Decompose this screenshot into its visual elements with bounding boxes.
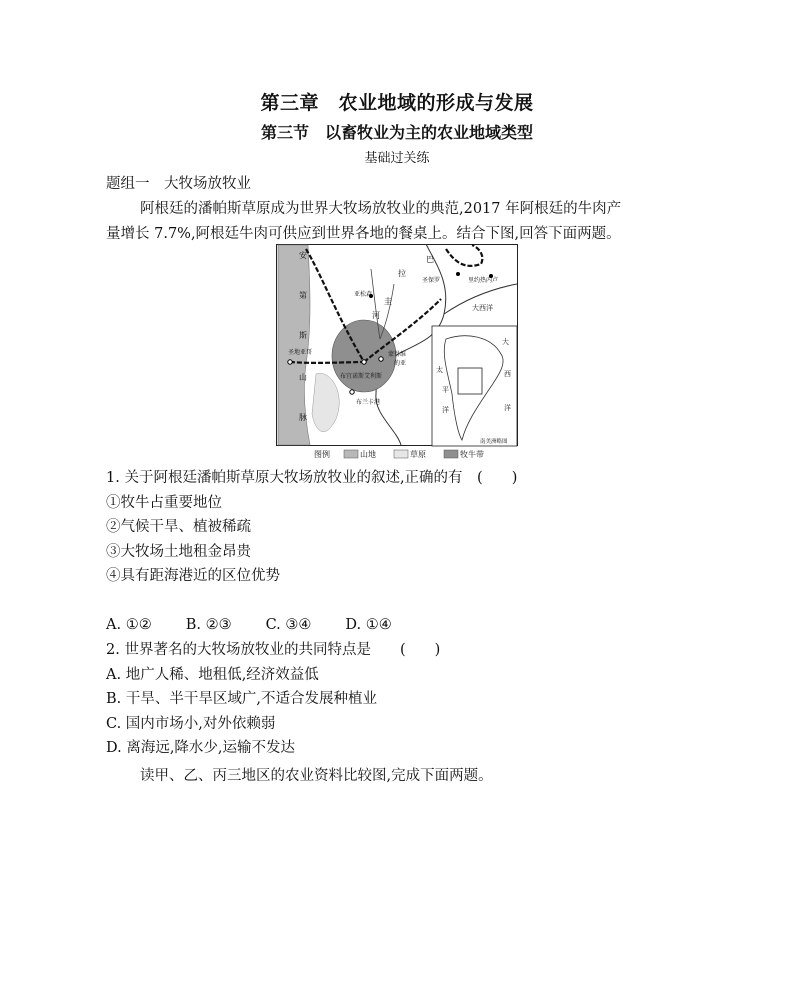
q1-option-d[interactable]: D. ①④ bbox=[345, 617, 392, 633]
label-he: 河 bbox=[372, 311, 380, 320]
q1-stem: 1. 关于阿根廷潘帕斯草原大牧场放牧业的叙述,正确的有 ( ) bbox=[106, 470, 518, 486]
inset-caption: 南美洲略图 bbox=[480, 439, 508, 445]
q1-option-a[interactable]: A. ①② bbox=[106, 617, 152, 633]
label-mai: 脉 bbox=[299, 413, 307, 422]
chapter-title: 第三章 农业地域的形成与发展 bbox=[260, 92, 534, 114]
label-montevideo-1: 蒙得维 bbox=[388, 351, 407, 358]
outro-text: 读甲、乙、丙三地区的农业资料比较图,完成下面两题。 bbox=[140, 768, 493, 784]
label-ba: 巴 bbox=[426, 255, 434, 264]
label-santiago: 圣地亚哥 bbox=[288, 349, 313, 356]
label-buenos-aires: 布宜诺斯艾利斯 bbox=[340, 373, 383, 380]
q1-item-4: ④具有距海港近的区位优势 bbox=[106, 568, 280, 584]
inset-label-da: 大 bbox=[502, 338, 509, 346]
q2-option-b[interactable]: B. 干旱、半干旱区域广,不适合发展种植业 bbox=[106, 691, 377, 707]
inset-label-xi: 西 bbox=[504, 370, 511, 378]
legend-item-mountain: 山地 bbox=[360, 450, 376, 459]
label-si: 斯 bbox=[299, 331, 307, 340]
question-group-title: 题组一 大牧场放牧业 bbox=[106, 176, 251, 192]
inset-label-ping: 平 bbox=[442, 386, 449, 394]
legend-title: 图例 bbox=[314, 450, 330, 459]
q1-item-2: ②气候干旱、植被稀疏 bbox=[106, 519, 251, 535]
label-rio: 里约热内卢 bbox=[468, 277, 499, 284]
label-gui: 圭 bbox=[384, 297, 392, 306]
q2-option-a[interactable]: A. 地广人稀、地租低,经济效益低 bbox=[106, 667, 319, 683]
label-shan: 山 bbox=[299, 373, 307, 382]
intro-line-2: 量增长 7.7%,阿根廷牛肉可供应到世界各地的餐桌上。结合下图,回答下面两题。 bbox=[106, 226, 621, 242]
label-sao-paulo: 圣保罗 bbox=[422, 277, 441, 284]
intro-line-1: 阿根廷的潘帕斯草原成为世界大牧场放牧业的典范,2017 年阿根廷的牛肉产 bbox=[140, 201, 622, 217]
argentina-map bbox=[276, 244, 518, 461]
q1-option-c[interactable]: C. ③④ bbox=[265, 617, 312, 633]
inset-label-tai: 太 bbox=[436, 366, 443, 374]
q1-options bbox=[106, 617, 426, 633]
label-an: 安 bbox=[299, 251, 307, 260]
label-atlantic: 大西洋 bbox=[472, 304, 493, 312]
inset-label-yang2: 洋 bbox=[442, 406, 449, 414]
subtitle: 基础过关练 bbox=[364, 151, 430, 166]
q1-option-b[interactable]: B. ②③ bbox=[185, 617, 232, 633]
legend-item-grassland: 草原 bbox=[410, 450, 426, 459]
cattle-belt bbox=[332, 320, 396, 392]
q2-option-d[interactable]: D. 离海远,降水少,运输不发达 bbox=[106, 740, 296, 756]
label-di: 第 bbox=[299, 291, 307, 300]
q2-stem: 2. 世界著名的大牧场放牧业的共同特点是 ( ) bbox=[106, 642, 441, 658]
q1-item-1: ①牧牛占重要地位 bbox=[106, 495, 222, 511]
label-bahia-blanca: 布兰卡港 bbox=[356, 399, 381, 406]
legend-item-cattle-belt: 牧牛带 bbox=[460, 450, 484, 459]
label-la: 拉 bbox=[398, 269, 406, 278]
section-title: 第三节 以畜牧业为主的农业地域类型 bbox=[260, 123, 533, 142]
inset-label-yang: 洋 bbox=[504, 404, 511, 412]
label-montevideo-2: 的亚 bbox=[394, 360, 407, 367]
q1-item-3: ③大牧场土地租金昂贵 bbox=[106, 544, 251, 560]
q2-option-c[interactable]: C. 国内市场小,对外依赖弱 bbox=[106, 716, 276, 732]
label-asuncion: 亚松森 bbox=[354, 291, 373, 298]
